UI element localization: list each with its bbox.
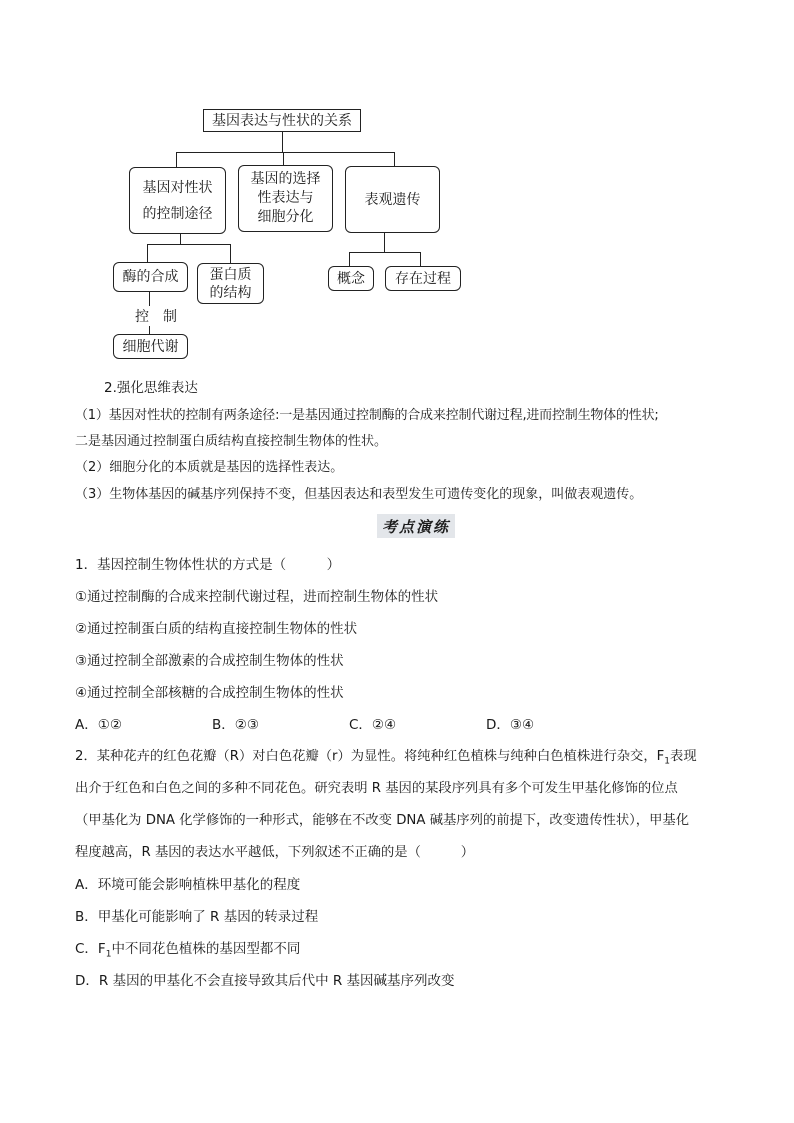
connector: [283, 152, 284, 165]
q2-line-4: 程度越高，R 基因的表达水平越低，下列叙述不正确的是（ ）: [75, 845, 475, 860]
q1-option-b: B．②③: [212, 717, 259, 733]
branch1-line1: 基因对性状: [142, 179, 213, 196]
connector: [384, 233, 385, 252]
connector: [230, 244, 231, 263]
branch1-line2: 的控制途径: [142, 205, 213, 222]
q2-line-1-subscript: 1: [664, 756, 671, 767]
connector: [180, 234, 181, 244]
q2-line-3: （甲基化为 DNA 化学修饰的一种形式，能够在不改变 DNA 碱基序列的前提下，改变遗传性状），甲基化: [75, 813, 689, 828]
paragraph-1b: 二是基因通过控制蛋白质结构直接控制生物体的性状。: [75, 434, 388, 449]
q1-option-d: D．③④: [486, 717, 535, 733]
q1-item: ④通过控制全部核糖的合成控制生物体的性状: [75, 685, 344, 701]
q2-option-c-subscript: 1: [105, 949, 112, 960]
connector: [394, 152, 395, 166]
q2-option-d: D．R 基因的甲基化不会直接导致其后代中 R 基因碱基序列改变: [75, 973, 455, 989]
leaf-process-label: 存在过程: [395, 270, 451, 287]
q2-line-1: [75, 747, 697, 772]
branch2-line3: 细胞分化: [257, 209, 314, 225]
q2-option-c-text: 中不同花色植株的基因型都不同: [111, 941, 301, 957]
control-label: 控 制: [133, 306, 179, 326]
q2-line-2: 出介于红色和白色之间的多种不同花色。研究表明 R 基因的某段序列具有多个可发生甲基化修饰的位点: [75, 781, 678, 796]
leaf-concept-label: 概念: [337, 270, 365, 287]
paragraph-2: （2）细胞分化的本质就是基因的选择性表达。: [75, 460, 344, 475]
q2-option-b: B．甲基化可能影响了 R 基因的转录过程: [75, 909, 319, 925]
connector: [176, 152, 177, 167]
q1-item: ②通过控制蛋白质的结构直接控制生物体的性状: [75, 621, 358, 637]
leaf-metabolism-label: 细胞代谢: [122, 338, 179, 355]
q1-option-c: C．②④: [349, 717, 397, 733]
q2-option-c-prefix: C．F: [75, 941, 106, 957]
q2-option-c: [75, 939, 300, 965]
q1-stem: 1．基因控制生物体性状的方式是（ ）: [75, 557, 341, 573]
q1-option-a: A．①②: [75, 717, 122, 733]
connector: [147, 244, 231, 245]
leaf-enzyme-synthesis: [113, 262, 188, 292]
branch2-line2: 性表达与: [257, 190, 314, 206]
connector: [349, 252, 350, 266]
q2-option-a: A．环境可能会影响植株甲基化的程度: [75, 877, 301, 893]
section-heading: 2.强化思维表达: [104, 380, 198, 396]
branch-selective-expression-node: [238, 165, 333, 232]
paragraph-3: （3）生物体基因的碱基序列保持不变，但基因表达和表型发生可遗传变化的现象，叫做表观遗传。: [75, 487, 643, 502]
root-node: [203, 109, 361, 132]
leaf-cell-metabolism: [113, 334, 188, 359]
q1-item: ①通过控制酶的合成来控制代谢过程，进而控制生物体的性状: [75, 589, 439, 605]
connector: [176, 152, 394, 153]
leaf-protein-line2: 的结构: [209, 284, 252, 301]
connector: [349, 252, 420, 253]
branch-gene-control-node: [129, 167, 226, 234]
q2-line-1-end: 表现: [670, 749, 697, 764]
paragraph-1a: （1）基因对性状的控制有两条途径:一是基因通过控制酶的合成来控制代谢过程,进而控制生物体的性状;: [75, 408, 659, 423]
leaf-enzyme-label: 酶的合成: [122, 269, 179, 285]
branch-epigenetics-node: [345, 166, 440, 233]
leaf-protein-line1: 蛋白质: [209, 266, 252, 283]
connector: [282, 132, 283, 152]
leaf-existence-process: [385, 266, 461, 291]
branch2-line1: 基因的选择: [250, 171, 321, 187]
connector: [147, 244, 148, 262]
q2-line-1-text: 2．某种花卉的红色花瓣（R）对白色花瓣（r）为显性。将纯种红色植株与纯种白色植株进行杂交，F: [75, 749, 665, 764]
leaf-concept: [328, 266, 374, 291]
leaf-protein-structure: [197, 263, 264, 304]
root-node-label: 基因表达与性状的关系: [212, 112, 352, 129]
q1-item: ③通过控制全部激素的合成控制生物体的性状: [75, 653, 344, 669]
branch3-label: 表观遗传: [364, 191, 421, 208]
practice-banner: 考点演练: [377, 514, 455, 538]
connector: [420, 252, 421, 266]
